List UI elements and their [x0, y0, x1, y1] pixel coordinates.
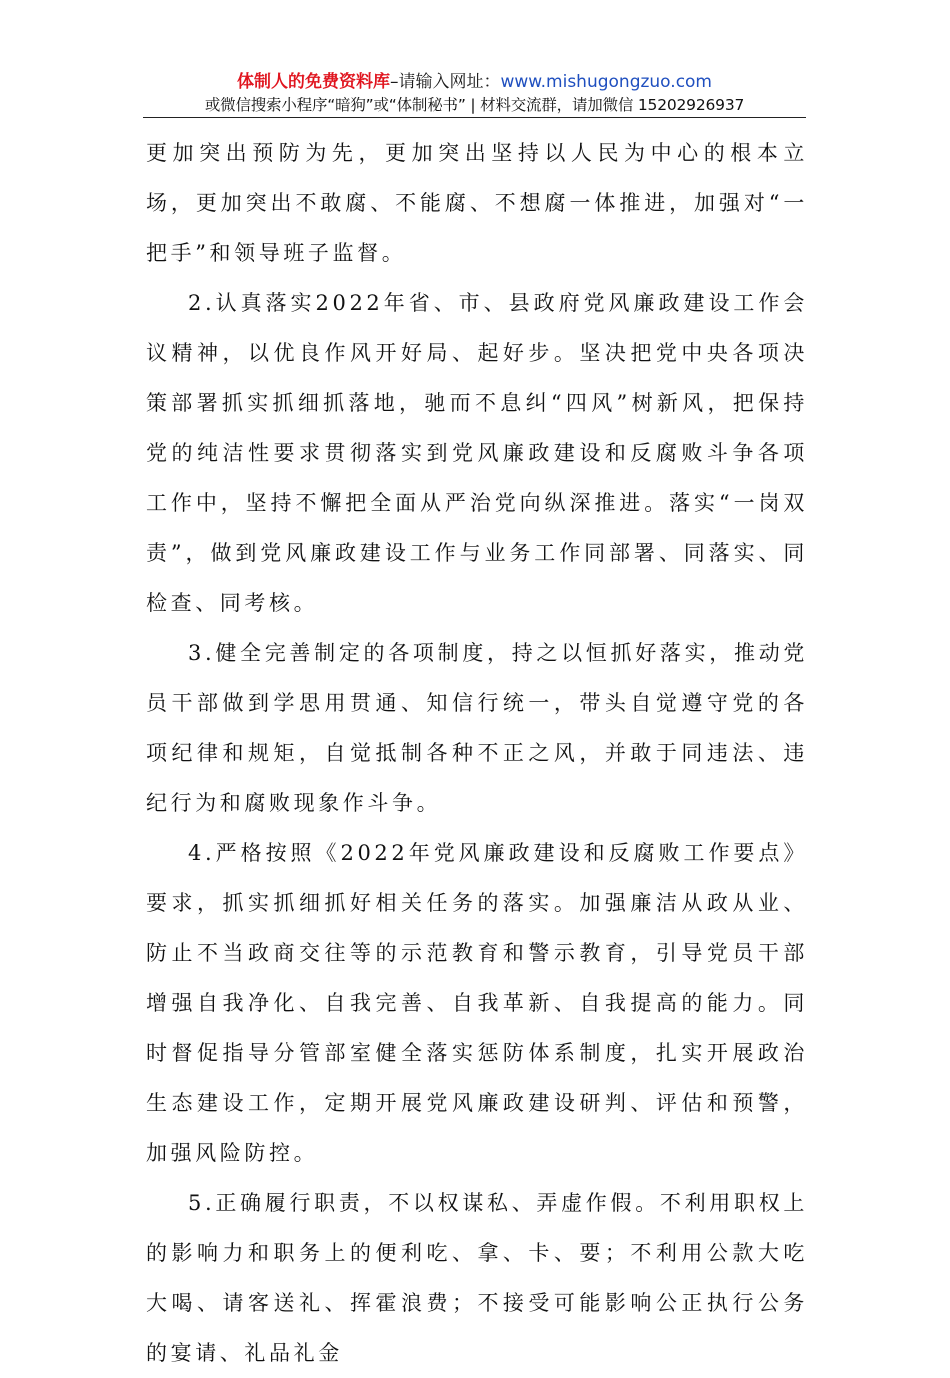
document-body: [146, 128, 808, 1378]
paragraph-item-5: 5.正确履行职责，不以权谋私、弄虚作假。不利用职权上的影响力和职务上的便利吃、拿、卡、要；不利用公款大吃大喝、请客送礼、挥霍浪费；不接受可能影响公正执行公务的宴请、礼品礼金: [146, 1191, 808, 1365]
header-url-prompt: –请输入网址：: [389, 72, 501, 92]
header-url-link[interactable]: www.mishugongzuo.com: [500, 72, 712, 92]
header-divider: [143, 117, 806, 118]
header-brand: 体制人的免费资料库: [236, 72, 390, 92]
header-line-2: 或微信搜索小程序“暗狗”或“体制秘书” | 材料交流群，请加微信 15202926937: [204, 96, 745, 114]
paragraph-continuation: 更加突出预防为先，更加突出坚持以人民为中心的根本立场，更加突出不敢腐、不能腐、不想腐一体推进，加强对“一把手”和领导班子监督。: [146, 141, 808, 265]
paragraph-item-2: 2.认真落实2022年省、市、县政府党风廉政建设工作会议精神，以优良作风开好局、起好步。坚决把党中央各项决策部署抓实抓细抓落地，驰而不息纠“四风”树新风，把保持党的纯洁性要求贯彻落实到党风廉政建设和反腐败斗争各项工作中，坚持不懈把全面从严治党向纵深推进。落实“一岗双责”，做到党风廉政建设工作与业务工作同部署、同落实、同检查、同考核。: [146, 291, 808, 615]
paragraph-item-4: 4.严格按照《2022年党风廉政建设和反腐败工作要点》要求，抓实抓细抓好相关任务的落实。加强廉洁从政从业、防止不当政商交往等的示范教育和警示教育，引导党员干部增强自我净化、自我完善、自我革新、自我提高的能力。同时督促指导分管部室健全落实惩防体系制度，扎实开展政治生态建设工作，定期开展党风廉政建设研判、评估和预警，加强风险防控。: [146, 841, 808, 1165]
paragraph-item-3: 3.健全完善制定的各项制度，持之以恒抓好落实，推动党员干部做到学思用贯通、知信行统一，带头自觉遵守党的各项纪律和规矩，自觉抵制各种不正之风，并敢于同违法、违纪行为和腐败现象作斗争。: [146, 641, 808, 815]
page-header: [143, 70, 806, 116]
header-line-1: [143, 70, 806, 94]
